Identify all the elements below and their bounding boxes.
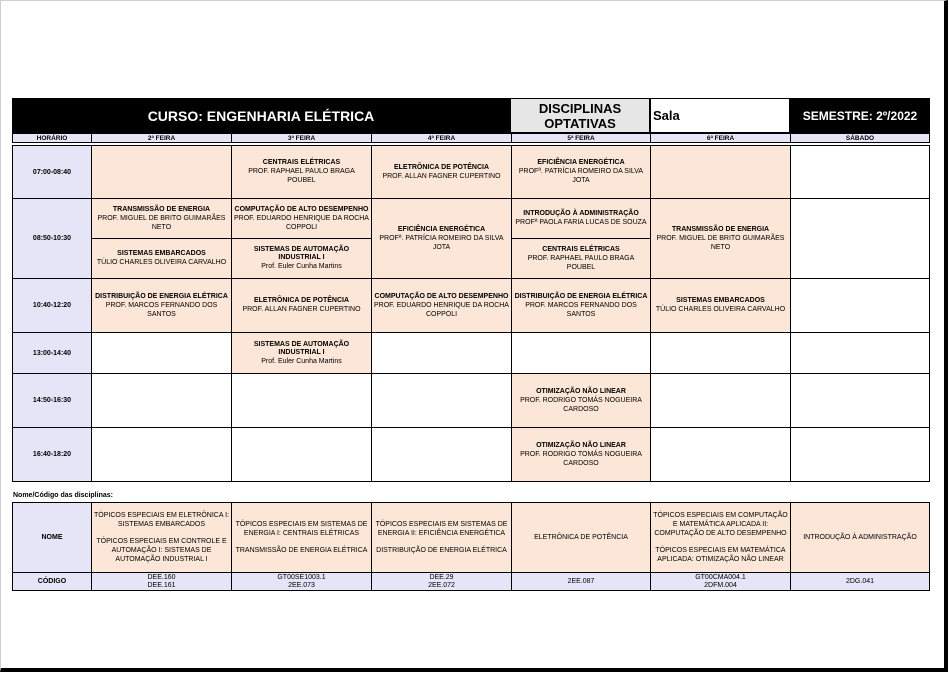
discipline-name-3	[371, 502, 512, 573]
discipline-code-a: GT00CMA004.1	[695, 573, 746, 581]
discipline-name-1	[91, 502, 232, 573]
course-title-text: CURSO: ENGENHARIA ELÉTRICA	[147, 107, 375, 124]
semester-label	[790, 98, 930, 133]
slot-title: SISTEMAS DE AUTOMAÇÃO INDUSTRIAL I	[253, 246, 350, 261]
slot-professor: PROF. EDUARDO HENRIQUE DA ROCHA COPPOLI	[234, 214, 369, 231]
discipline-name-b: DISTRIBUIÇÃO DE ENERGIA ELÉTRICA	[376, 547, 507, 554]
discipline-code-a: DEE.29	[429, 573, 454, 581]
room-label: Sala	[653, 108, 680, 123]
slot-title: SISTEMAS DE AUTOMAÇÃO INDUSTRIAL I	[253, 340, 350, 356]
slot-r5-qui	[511, 373, 651, 428]
slot-r3-qui	[511, 278, 651, 333]
day-header-qua: 4ª FEIRA	[371, 133, 512, 143]
slot-r4-ter	[231, 332, 372, 374]
slot-r2-ter-b	[231, 238, 372, 279]
slot-title: TRANSMISSÃO DE ENERGIA	[671, 225, 770, 233]
discipline-code-2	[231, 572, 372, 591]
discipline-code-4	[511, 572, 651, 591]
discipline-code-b: DEE.161	[147, 581, 176, 589]
slot-r2-qui-b	[511, 238, 651, 279]
slot-title: TRANSMISSÃO DE ENERGIA	[112, 205, 211, 213]
discipline-code-a: 2DG.041	[845, 578, 875, 585]
slot-empty	[650, 145, 791, 199]
day-header-horario: HORÁRIO	[12, 133, 92, 143]
slot-empty	[231, 427, 372, 482]
slot-professor: PROF. RAPHAEL PAULO BRAGA POUBEL	[527, 254, 635, 271]
disciplines-caption: Nome/Código das disciplinas:	[13, 492, 113, 499]
slot-empty	[371, 427, 512, 482]
time-slot-1: 07:00-08:40	[12, 145, 92, 199]
room-field	[650, 98, 790, 133]
discipline-code-a: DEE.160	[147, 573, 176, 581]
slot-r3-ter	[231, 278, 372, 333]
slot-empty	[371, 373, 512, 428]
slot-professor: TÚLIO CHARLES OLIVEIRA CARVALHO	[96, 259, 227, 266]
slot-r2-qui-a	[511, 198, 651, 239]
day-header-sex: 6ª FEIRA	[650, 133, 791, 143]
slot-professor: Prof. Euler Cunha Martins	[261, 263, 342, 270]
slot-professor: PROF. RODRIGO TOMÁS NOGUEIRA CARDOSO	[520, 396, 642, 413]
slot-professor: PROF. ALLAN FAGNER CUPERTINO	[242, 306, 361, 313]
slot-title: SISTEMAS EMBARCADOS	[676, 297, 765, 304]
discipline-name-a: TÓPICOS ESPECIAIS EM COMPUTAÇÃO E MATEMÁTICA APLICADA II: COMPUTAÇÃO DE ALTO DESEMPENHO	[653, 512, 788, 537]
slot-title: CENTRAIS ELÉTRICAS	[542, 245, 620, 253]
slot-empty	[91, 145, 232, 199]
slot-professor: PROFª. PATRÍCIA ROMEIRO DA SILVA JOTA	[379, 234, 504, 251]
slot-professor: PROFª PAOLA FARIA LUCAS DE SOUZA	[515, 219, 647, 226]
time-slot-5: 14:50-16:30	[12, 373, 92, 428]
discipline-code-6	[790, 572, 930, 591]
discipline-name-b: TRANSMISSÃO DE ENERGIA ELÉTRICA	[235, 547, 368, 554]
slot-r1-qui	[511, 145, 651, 199]
semester-text: SEMESTRE: 2º/2022	[802, 108, 918, 123]
slot-r6-qui	[511, 427, 651, 482]
day-header-sab: SÁBADO	[790, 133, 930, 143]
slot-r3-seg	[91, 278, 232, 333]
slot-title: DISTRIBUIÇÃO DE ENERGIA ELÉTRICA	[514, 292, 648, 300]
discipline-name-b: TÓPICOS ESPECIAIS EM CONTROLE E AUTOMAÇÃO I: SISTEMAS DE AUTOMAÇÃO INDUSTRIAL I	[96, 538, 227, 563]
slot-title: ELETRÔNICA DE POTÊNCIA	[253, 297, 350, 304]
slot-title: EFICIÊNCIA ENERGÉTICA	[537, 159, 625, 166]
slot-r3-qua	[371, 278, 512, 333]
time-slot-4: 13:00-14:40	[12, 332, 92, 374]
slot-r2-seg-a	[91, 198, 232, 239]
day-header-ter: 3ª FEIRA	[231, 133, 372, 143]
discipline-name-a: TÓPICOS ESPECIAIS EM SISTEMAS DE ENERGIA II: EFICIÊNCIA ENERGÉTICA	[375, 521, 508, 537]
time-slot-2: 08:50-10:30	[12, 198, 92, 279]
slot-r3-sex	[650, 278, 791, 333]
slot-r2-qua	[371, 198, 512, 279]
slot-r2-seg-b	[91, 238, 232, 279]
slot-title: CENTRAIS ELÉTRICAS	[262, 159, 341, 166]
slot-professor: PROF. MARCOS FERNANDO DOS SANTOS	[525, 301, 637, 318]
slot-professor: PROF. RAPHAEL PAULO BRAGA POUBEL	[248, 168, 355, 184]
slot-empty	[790, 332, 930, 374]
slot-empty	[91, 427, 232, 482]
slot-title: COMPUTAÇÃO DE ALTO DESEMPENHO	[374, 292, 509, 300]
slot-empty	[790, 373, 930, 428]
slot-empty	[511, 332, 651, 374]
slot-empty	[91, 332, 232, 374]
slot-title: DISTRIBUIÇÃO DE ENERGIA ELÉTRICA	[95, 292, 228, 300]
slot-empty	[91, 373, 232, 428]
slot-r2-ter-a	[231, 198, 372, 239]
slot-title: ELETRÔNICA DE POTÊNCIA	[393, 163, 490, 171]
slot-empty	[650, 373, 791, 428]
discipline-name-4	[511, 502, 651, 573]
discipline-name-a: INTRODUÇÃO À ADMINISTRAÇÃO	[803, 534, 917, 541]
name-label: NOME	[12, 502, 92, 573]
discipline-name-b: TÓPICOS ESPECIAIS EM MATEMÁTICA APLICADA: OTIMIZAÇÃO NÃO LINEAR	[655, 547, 786, 563]
slot-empty	[231, 373, 372, 428]
slot-r1-qua	[371, 145, 512, 199]
slot-empty	[650, 427, 791, 482]
slot-professor: PROF. MIGUEL DE BRITO GUIMARÃES NETO	[656, 234, 785, 251]
slot-r1-ter	[231, 145, 372, 199]
slot-title: EFICIÊNCIA ENERGÉTICA	[397, 225, 486, 233]
discipline-code-b: 2EE.073	[288, 581, 315, 589]
discipline-name-a: ELETRÔNICA DE POTÊNCIA	[534, 534, 628, 541]
slot-professor: PROFª. PATRÍCIA ROMEIRO DA SILVA JOTA	[518, 168, 644, 184]
discipline-code-a: 2EE.087	[567, 578, 595, 585]
discipline-name-a: TÓPICOS ESPECIAIS EM ELETRÔNICA I: SISTEMAS EMBARCADOS	[94, 512, 229, 528]
discipline-code-3	[371, 572, 512, 591]
slot-empty	[790, 198, 930, 279]
discipline-code-b: 2DFM.004	[704, 581, 737, 589]
optional-label-text: DISCIPLINAS OPTATIVAS	[538, 100, 622, 131]
slot-professor: PROF. ALLAN FAGNER CUPERTINO	[382, 172, 501, 180]
slot-professor: TÚLIO CHARLES OLIVEIRA CARVALHO	[655, 306, 786, 313]
discipline-name-5	[650, 502, 791, 573]
slot-professor: Prof. Euler Cunha Martins	[261, 357, 342, 365]
discipline-code-5	[650, 572, 791, 591]
slot-title: OTIMIZAÇÃO NÃO LINEAR	[536, 441, 626, 449]
discipline-code-a: GT00SE1003.1	[277, 573, 326, 581]
slot-title: INTRODUÇÃO À ADMINISTRAÇÃO	[523, 210, 639, 217]
slot-empty	[371, 332, 512, 374]
slot-title: COMPUTAÇÃO DE ALTO DESEMPENHO	[234, 205, 369, 213]
course-title	[12, 98, 510, 133]
slot-title: SISTEMAS EMBARCADOS	[117, 250, 206, 257]
discipline-code-1	[91, 572, 232, 591]
slot-empty	[650, 332, 791, 374]
optional-disciplines-label	[510, 98, 650, 133]
discipline-code-b: 2EE.072	[428, 581, 455, 589]
discipline-name-6	[790, 502, 930, 573]
slot-empty	[790, 145, 930, 199]
discipline-name-a: TÓPICOS ESPECIAIS EM SISTEMAS DE ENERGIA I: CENTRAIS ELÉTRICAS	[235, 521, 368, 537]
day-header-seg: 2ª FEIRA	[91, 133, 232, 143]
time-slot-3: 10:40-12:20	[12, 278, 92, 333]
slot-r2-sex	[650, 198, 791, 279]
slot-empty	[790, 427, 930, 482]
day-header-qui: 5ª FEIRA	[511, 133, 651, 143]
slot-professor: PROF. EDUARDO HENRIQUE DA ROCHA COPPOLI	[374, 301, 509, 318]
slot-professor: PROF. RODRIGO TOMÁS NOGUEIRA CARDOSO	[520, 450, 642, 467]
slot-title: OTIMIZAÇÃO NÃO LINEAR	[536, 387, 626, 395]
slot-professor: PROF. MIGUEL DE BRITO GUIMARÃES NETO	[97, 214, 226, 231]
discipline-name-2	[231, 502, 372, 573]
slot-professor: PROF. MARCOS FERNANDO DOS SANTOS	[105, 301, 218, 318]
code-label: CÓDIGO	[12, 572, 92, 591]
time-slot-6: 16:40-18:20	[12, 427, 92, 482]
slot-empty	[790, 278, 930, 333]
